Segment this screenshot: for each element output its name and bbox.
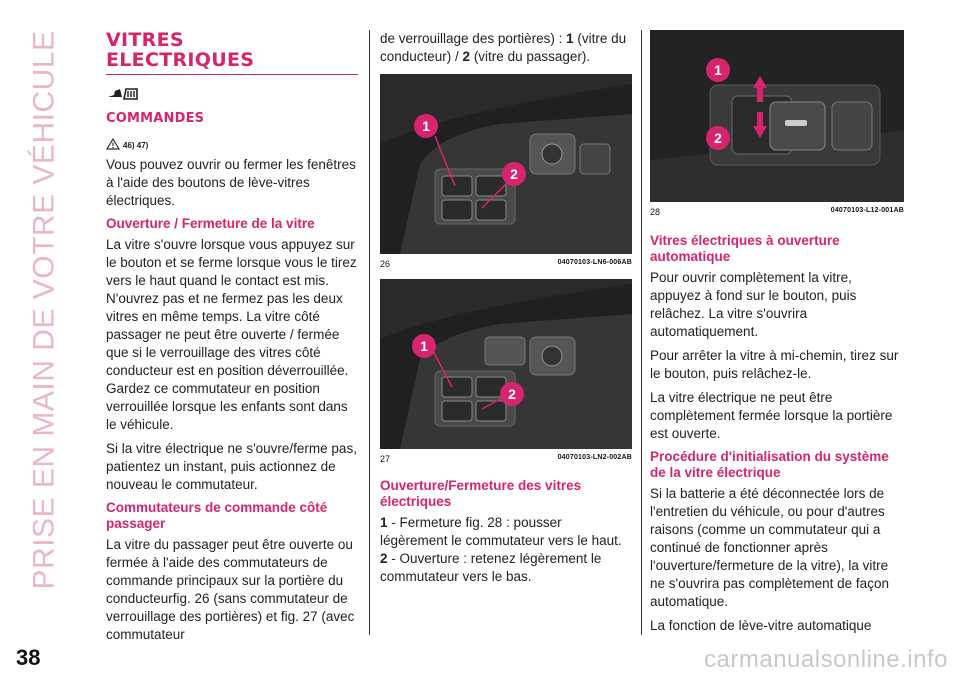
step-1-text: - Fermeture fig. 28 : pousser légèrement le commutateur vers le haut. xyxy=(380,515,622,548)
heading-window-open-close: Ouverture/Fermeture des vitres électriques xyxy=(380,478,582,509)
step-2-text: - Ouverture : retenez légèrement le commutateur vers le bas. xyxy=(380,551,602,584)
figure-28-caption xyxy=(650,207,904,217)
page-number: 38 xyxy=(16,645,41,670)
paragraph-retry: Si la vitre électrique ne s'ouvre/ferme pas, patientez un instant, puis actionnez de nouveau le commutateur. xyxy=(106,441,357,492)
figure-27 xyxy=(380,279,632,449)
section-title-line1: VITRES xyxy=(106,29,184,51)
heading-auto-open: Vitres électriques à ouverture automatique xyxy=(650,233,840,264)
warning-triangle-icon xyxy=(106,138,120,150)
callout-1: 1 xyxy=(706,58,730,82)
power-window-icon xyxy=(106,85,140,103)
cont-num-1: 1 xyxy=(566,31,574,46)
heading-open-close: Ouverture / Fermeture de la vitre xyxy=(106,216,315,231)
figure-28-number: 28 xyxy=(650,207,661,217)
paragraph-window-steps xyxy=(380,514,632,586)
step-1-number: 1 xyxy=(380,515,388,530)
callout-2: 2 xyxy=(500,382,524,406)
paragraph-door-open: La vitre électrique ne peut être complètement fermée lorsque la portière est ouverte. xyxy=(650,390,893,441)
cont-text-2: (vitre du conducteur) / xyxy=(380,31,627,64)
continued-paragraph xyxy=(380,30,632,66)
heading-initialisation: Procédure d'initialisation du système de la vitre électrique xyxy=(650,449,889,480)
callout-2: 2 xyxy=(706,126,730,150)
window-switch-closeup-image xyxy=(650,30,904,202)
paragraph-passenger-switches: La vitre du passager peut être ouverte ou fermée à l'aide des commutateurs de commande principaux sur la portière du conducteurfig. 26 (sans commutateur de verrouillage des portières) et fig. 27 (avec commutateur xyxy=(106,537,355,642)
figure-27-code: 04070103-LN2-002AB xyxy=(557,454,632,461)
step-2-number: 2 xyxy=(380,551,388,566)
section-title-line2: ELECTRIQUES xyxy=(106,49,255,71)
chapter-title: PRISE EN MAIN DE VOTRE VÉHICULE xyxy=(27,30,61,590)
callout-1: 1 xyxy=(412,334,436,358)
subsection-title: COMMANDES xyxy=(106,111,205,126)
figure-26 xyxy=(380,74,632,254)
intro-paragraph: Vous pouvez ouvrir ou fermer les fenêtres à l'aide des boutons de lève-vitres électriques. xyxy=(106,157,356,208)
column-divider-2 xyxy=(641,30,642,635)
figure-27-number: 27 xyxy=(380,454,391,464)
figure-28-code: 04070103-L12-001AB xyxy=(830,207,904,214)
figure-26-caption xyxy=(380,259,632,269)
paragraph-initialisation: Si la batterie a été déconnectée lors de l'entretien du véhicule, ou pour d'autres raisons (comme un commutateur qui a continué de fonctionner après l'ouverture/fermeture de la vitre), la vitre ne s'ouvrira pas complètement de façon automatique. xyxy=(650,486,889,609)
figure-28 xyxy=(650,30,904,202)
heading-passenger-switches: Commutateurs de commande côté passager xyxy=(106,500,328,531)
warning-refs-row xyxy=(106,132,358,150)
figure-26-code: 04070103-LN6-006AB xyxy=(557,259,632,266)
figure-27-caption xyxy=(380,454,632,464)
column-1 xyxy=(106,30,358,650)
title-divider xyxy=(106,74,358,75)
column-3 xyxy=(650,30,904,641)
paragraph-stop-midway: Pour arrêter la vitre à mi-chemin, tirez sur le bouton, puis relâchez-le. xyxy=(650,348,899,381)
cont-text-1: de verrouillage des portières) : xyxy=(380,31,567,46)
warning-refs: 46) 47) xyxy=(123,141,149,150)
section-icon-row xyxy=(106,83,358,105)
column-2 xyxy=(380,30,632,592)
cont-text-3: (vitre du passager). xyxy=(470,49,591,64)
callout-1: 1 xyxy=(414,114,438,138)
section-title xyxy=(106,30,358,70)
watermark: carmanualsonline.info xyxy=(704,646,948,673)
window-switch-panel-lock-image xyxy=(380,279,632,449)
column-divider-1 xyxy=(369,30,370,635)
paragraph-auto-open: Pour ouvrir complètement la vitre, appuyez à fond sur le bouton, puis relâchez. La vitre s'ouvrira automatiquement. xyxy=(650,270,857,339)
figure-26-number: 26 xyxy=(380,259,391,269)
paragraph-open-close: La vitre s'ouvre lorsque vous appuyez sur le bouton et se ferme lorsque vous le tirez vers le haut quand le contact est mis. N'ouvrez pas et ne fermez pas les deux vitres en même temps. La vitre côté passager ne peut être ouverte / fermée que si le verrouillage des vitres côté conducteur est en position déverrouillée. Gardez ce commutateur en position verrouillée lorsque les enfants sont dans le véhicule. xyxy=(106,237,357,432)
callout-2: 2 xyxy=(502,162,526,186)
chapter-sidebar xyxy=(8,10,80,610)
paragraph-auto-function: La fonction de lève-vitre automatique xyxy=(650,618,872,633)
cont-num-2: 2 xyxy=(462,49,471,64)
